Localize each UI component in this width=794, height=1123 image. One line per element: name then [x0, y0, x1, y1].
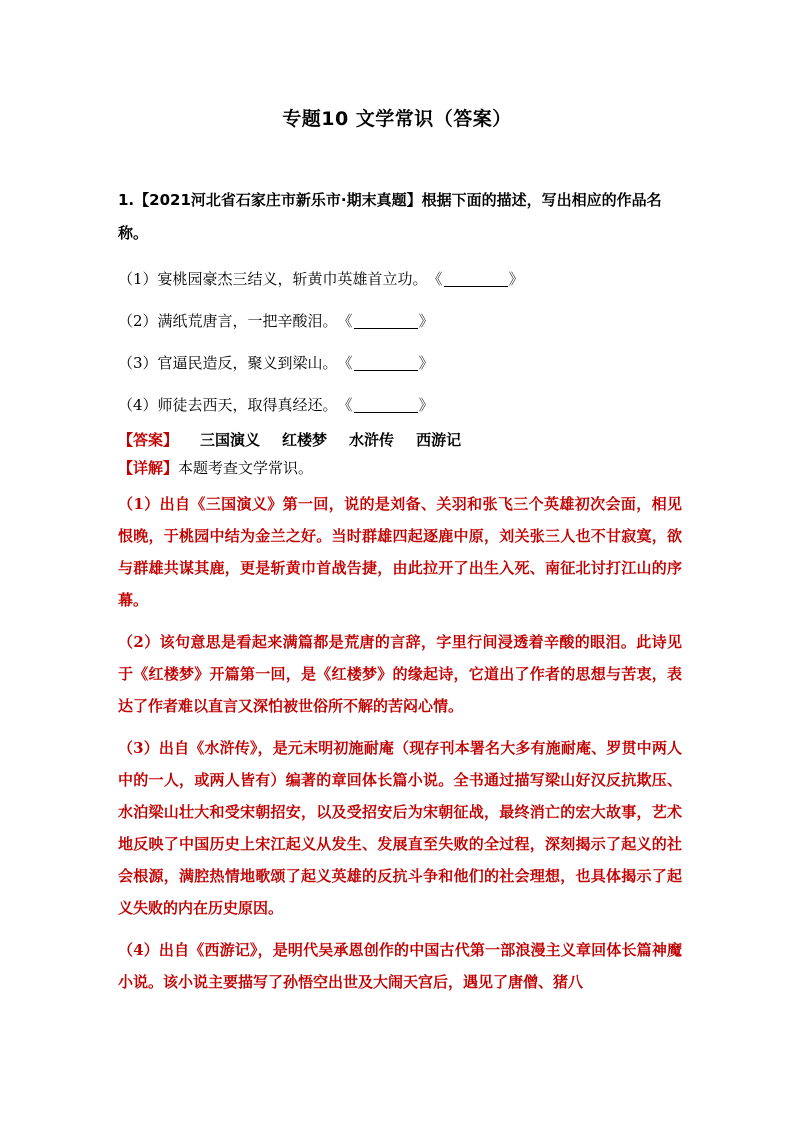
answer-blank — [354, 314, 418, 329]
answer-blank — [354, 398, 418, 413]
detail-intro: 本题考查文学常识。 — [178, 459, 314, 477]
detail-paragraph-1: （1）出自《三国演义》第一回，说的是刘备、关羽和张飞三个英雄初次会面，相见恨晚，于桃园中结为金兰之好。当时群雄四起逐鹿中原，刘关张三人也不甘寂寞，欲与群雄共谋其鹿，更是斩黄巾首战告捷，由此拉开了出生入死、南征北讨打江山的序幕。 — [118, 495, 682, 609]
question-item-text: （2）满纸荒唐言，一把辛酸泪。 — [118, 312, 338, 330]
content-body — [118, 184, 682, 998]
book-open-mark: 《 — [337, 354, 353, 372]
detail-paragraph-2: （2）该句意思是看起来满篇都是荒唐的言辞，字里行间浸透着辛酸的眼泪。此诗见于《红楼梦》开篇第一回，是《红楼梦》的缘起诗，它道出了作者的思想与苦衷，表达了作者难以直言又深怕被世俗所不解的苦闷心情。 — [118, 633, 682, 715]
answer-value: 三国演义 — [200, 431, 261, 449]
detail-paragraph-3: （3）出自《水浒传》，是元末明初施耐庵（现存刊本署名大多有施耐庵、罗贯中两人中的一人，或两人皆有）编著的章回体长篇小说。全书通过描写梁山好汉反抗欺压、水泊梁山壮大和受宋朝招安，以及受招安后为宋朝征战，最终消亡的宏大故事，艺术地反映了中国历史上宋江起义从发生、发展直至失败的全过程，深刻揭示了起义的社会根源，满腔热情地歌颂了起义英雄的反抗斗争和他们的社会理想，也具体揭示了起义失败的内在历史原因。 — [118, 739, 682, 917]
question-item-text: （1）宴桃园豪杰三结义，斩黄巾英雄首立功。 — [118, 270, 428, 288]
question-item-3 — [118, 342, 682, 384]
question-item-4 — [118, 384, 682, 426]
question-head: 1.【2021河北省石家庄市新乐市·期末真题】根据下面的描述，写出相应的作品名称。 — [118, 191, 662, 242]
answer-label: 【答案】 — [118, 431, 179, 449]
answer-blank — [444, 272, 508, 287]
question-item-text: （4）师徒去西天，取得真经还。 — [118, 396, 338, 414]
question-item-2 — [118, 300, 682, 342]
detail-head — [118, 458, 682, 478]
book-open-mark: 《 — [337, 312, 353, 330]
answer-line — [118, 430, 682, 450]
answer-value: 红楼梦 — [282, 431, 328, 449]
book-close-mark: 》 — [418, 396, 434, 414]
book-close-mark: 》 — [418, 354, 434, 372]
question-item-text: （3）官逼民造反，聚义到梁山。 — [118, 354, 338, 372]
answer-blank — [354, 356, 418, 371]
answer-value: 水浒传 — [349, 431, 395, 449]
book-open-mark: 《 — [427, 270, 443, 288]
book-open-mark: 《 — [337, 396, 353, 414]
detail-label: 【详解】 — [118, 459, 179, 477]
detail-paragraph-4: （4）出自《西游记》，是明代吴承恩创作的中国古代第一部浪漫主义章回体长篇神魔小说。该小说主要描写了孙悟空出世及大闹天宫后，遇见了唐僧、猪八 — [118, 941, 682, 991]
book-close-mark: 》 — [418, 312, 434, 330]
question-item-1 — [118, 258, 682, 300]
answer-value: 西游记 — [416, 431, 462, 449]
page-title: 专题10 文学常识（答案） — [282, 108, 512, 130]
book-close-mark: 》 — [508, 270, 524, 288]
